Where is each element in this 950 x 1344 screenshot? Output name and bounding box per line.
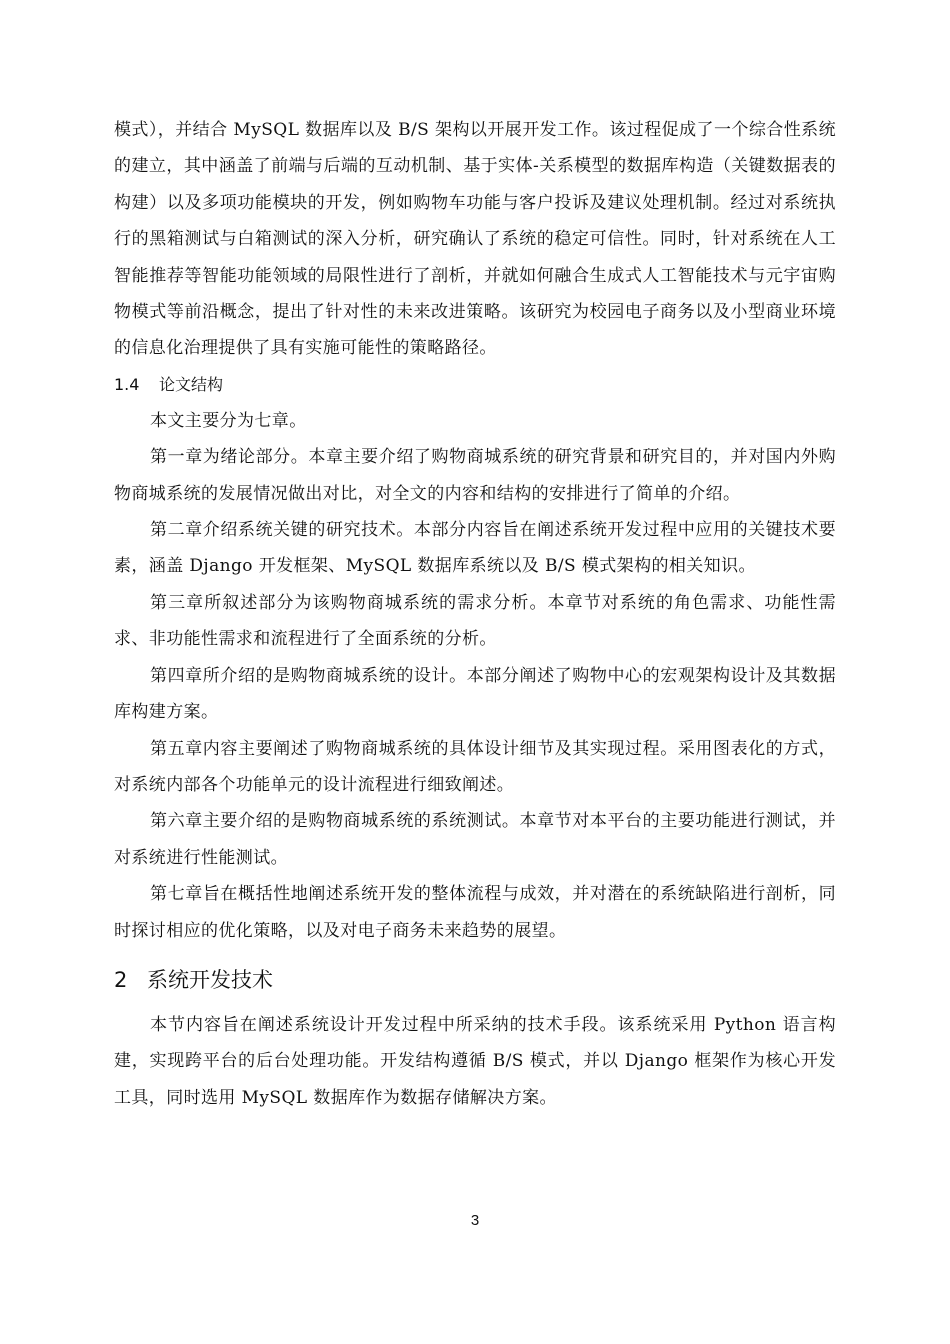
chapter-heading-2 [114, 949, 836, 1007]
chapter-title: 系统开发技术 [147, 967, 273, 992]
paragraph-chapter-count: 本文主要分为七章。 [150, 410, 307, 431]
section-title: 论文结构 [159, 374, 224, 394]
section-heading-1-4 [114, 367, 836, 403]
section-number: 1.4 [114, 374, 140, 394]
paragraph-chapter-6: 第六章主要介绍的是购物商城系统的系统测试。本章节对本平台的主要功能进行测试，并对系统进行性能测试。 [114, 811, 836, 868]
paragraph-chapter-3: 第三章所叙述部分为该购物商城系统的需求分析。本章节对系统的角色需求、功能性需求、非功能性需求和流程进行了全面系统的分析。 [114, 592, 836, 650]
paragraph-chapter-5: 第五章内容主要阐述了购物商城系统的具体设计细节及其实现过程。采用图表化的方式，对系统内部各个功能单元的设计流程进行细致阐述。 [114, 738, 836, 795]
paragraph-dev-technology: 本节内容旨在阐述系统设计开发过程中所采纳的技术手段。该系统采用 Python 语言构建，实现跨平台的后台处理功能。开发结构遵循 B/S 模式，并以 Django 框架作为核心开发工具，同时选用 MySQL 数据库作为数据存储解决方案。 [114, 1014, 836, 1108]
chapter-number: 2 [114, 967, 128, 992]
page-number: 3 [470, 1212, 480, 1229]
paragraph-chapter-4: 第四章所介绍的是购物商城系统的设计。本部分阐述了购物中心的宏观架构设计及其数据库构建方案。 [114, 665, 836, 723]
paragraph-chapter-1: 第一章为绪论部分。本章主要介绍了购物商城系统的研究背景和研究目的，并对国内外购物商城系统的发展情况做出对比，对全文的内容和结构的安排进行了简单的介绍。 [114, 447, 836, 504]
page-body [114, 112, 836, 1116]
paragraph-chapter-2: 第二章介绍系统关键的研究技术。本部分内容旨在阐述系统开发过程中应用的关键技术要素，涵盖 Django 开发框架、MySQL 数据库系统以及 B/S 模式架构的相关知识。 [114, 520, 836, 577]
intro-continuation-paragraph: 模式），并结合 MySQL 数据库以及 B/S 架构以开展开发工作。该过程促成了一个综合性系统的建立，其中涵盖了前端与后端的互动机制、基于实体-关系模型的数据库构造（关键数据表的构建）以及多项功能模块的开发，例如购物车功能与客户投诉及建议处理机制。经过对系统执行的黑箱测试与白箱测试的深入分析，研究确认了系统的稳定可信性。同时，针对系统在人工智能推荐等智能功能领域的局限性进行了剖析，并就如何融合生成式人工智能技术与元宇宙购物模式等前沿概念，提出了针对性的未来改进策略。该研究为校园电子商务以及小型商业环境的信息化治理提供了具有实施可能性的策略路径。 [114, 120, 836, 359]
paragraph-chapter-7: 第七章旨在概括性地阐述系统开发的整体流程与成效，并对潜在的系统缺陷进行剖析，同时探讨相应的优化策略，以及对电子商务未来趋势的展望。 [114, 884, 836, 941]
